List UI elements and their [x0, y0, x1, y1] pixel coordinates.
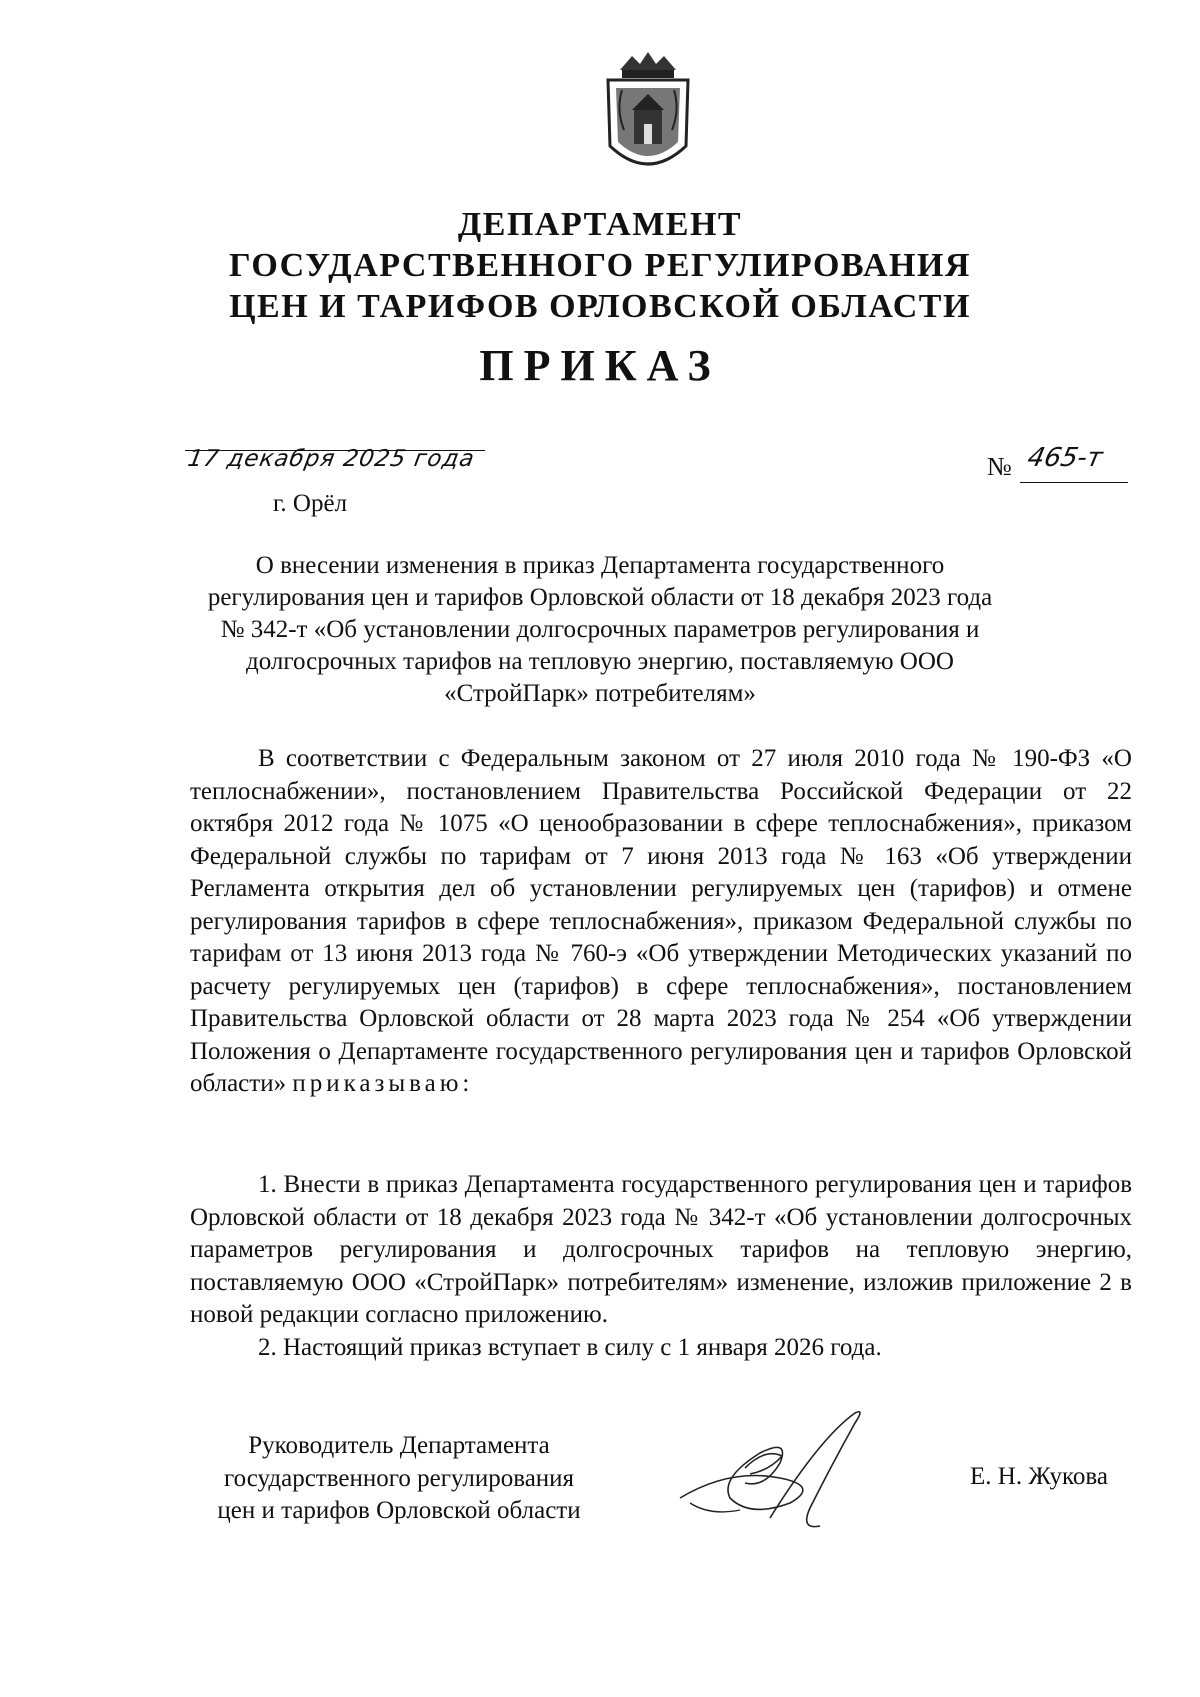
signatory-title-line-1: Руководитель Департамента — [248, 1432, 550, 1459]
preamble-paragraph — [190, 743, 1132, 1101]
order-word: приказываю: — [292, 1070, 474, 1097]
subject-line-1: О внесении изменения в приказ Департамента государственного — [255, 552, 945, 579]
document-type-title: ПРИКАЗ — [479, 341, 721, 390]
signatory-title-line-3: цен и тарифов Орловской области — [217, 1497, 581, 1524]
header-line-2: ГОСУДАРСТВЕННОГО РЕГУЛИРОВАНИЯ — [229, 247, 971, 284]
order-subject — [200, 550, 1000, 710]
number-label: № — [987, 452, 1012, 481]
number-underline — [1020, 482, 1128, 483]
handwritten-date: 17 декабря 2025 года — [185, 446, 477, 472]
signatory-title — [188, 1430, 610, 1528]
signatory-name: Е. Н. Жукова — [970, 1463, 1108, 1490]
subject-line-4: долгосрочных тарифов на тепловую энергию, поставляемую ООО — [246, 648, 954, 675]
subject-line-2: регулирования цен и тарифов Орловской области от 18 декабря 2023 года — [207, 584, 993, 611]
header-line-3: ЦЕН И ТАРИФОВ ОРЛОВСКОЙ ОБЛАСТИ — [229, 288, 971, 325]
header-line-1: ДЕПАРТАМЕНТ — [457, 206, 743, 243]
subject-line-3: № 342-т «Об установлении долгосрочных параметров регулирования и — [220, 616, 980, 643]
city-name: г. Орёл — [273, 490, 348, 517]
handwritten-signature — [670, 1408, 930, 1538]
signatory-title-line-2: государственного регулирования — [223, 1464, 575, 1492]
preamble-text: В соответствии с Федеральным законом от 27 июля 2010 года № 190-ФЗ «О теплоснабжении», постановлением Правительства Российской Федерации от 22 октября 2012 года № 1075 «О ценообразовании в сфере теплоснабжения», приказом Федеральной службы по тарифам от 7 июня 2013 года № 163 «Об утверждении Регламента открытия дел об установлении регулируемых цен (тарифов) и отмене регулирования тарифов в сфере теплоснабжения», приказом Федеральной службы по тарифам от 13 июня 2013 года № 760-э «Об утверждении Методических указаний по расчету регулируемых цен (тарифов) в сфере теплоснабжения», постановлением Правительства Орловской области от 28 марта 2023 года № 254 «Об утверждении Положения о Департаменте государственного регулирования цен и тарифов Орловской области» — [190, 745, 1132, 1097]
order-items — [190, 1169, 1132, 1364]
order-item-2: 2. Настоящий приказ вступает в силу с 1 января 2026 года. — [258, 1333, 882, 1361]
subject-line-5: «СтройПарк» потребителям» — [444, 680, 756, 707]
department-header — [0, 204, 1200, 327]
coat-of-arms-icon — [602, 50, 694, 182]
date-underline — [185, 450, 485, 451]
handwritten-number: 465-т — [1024, 443, 1106, 473]
order-item-1: 1. Внести в приказ Департамента государственного регулирования цен и тарифов Орловской области от 18 декабря 2023 года № 342-т «Об установлении долгосрочных параметров регулирования и долгосрочных тарифов на тепловую энергию, поставляемую ООО «СтройПарк» потребителям» изменение, изложив приложение 2 в новой редакции согласно приложению. — [190, 1171, 1132, 1328]
